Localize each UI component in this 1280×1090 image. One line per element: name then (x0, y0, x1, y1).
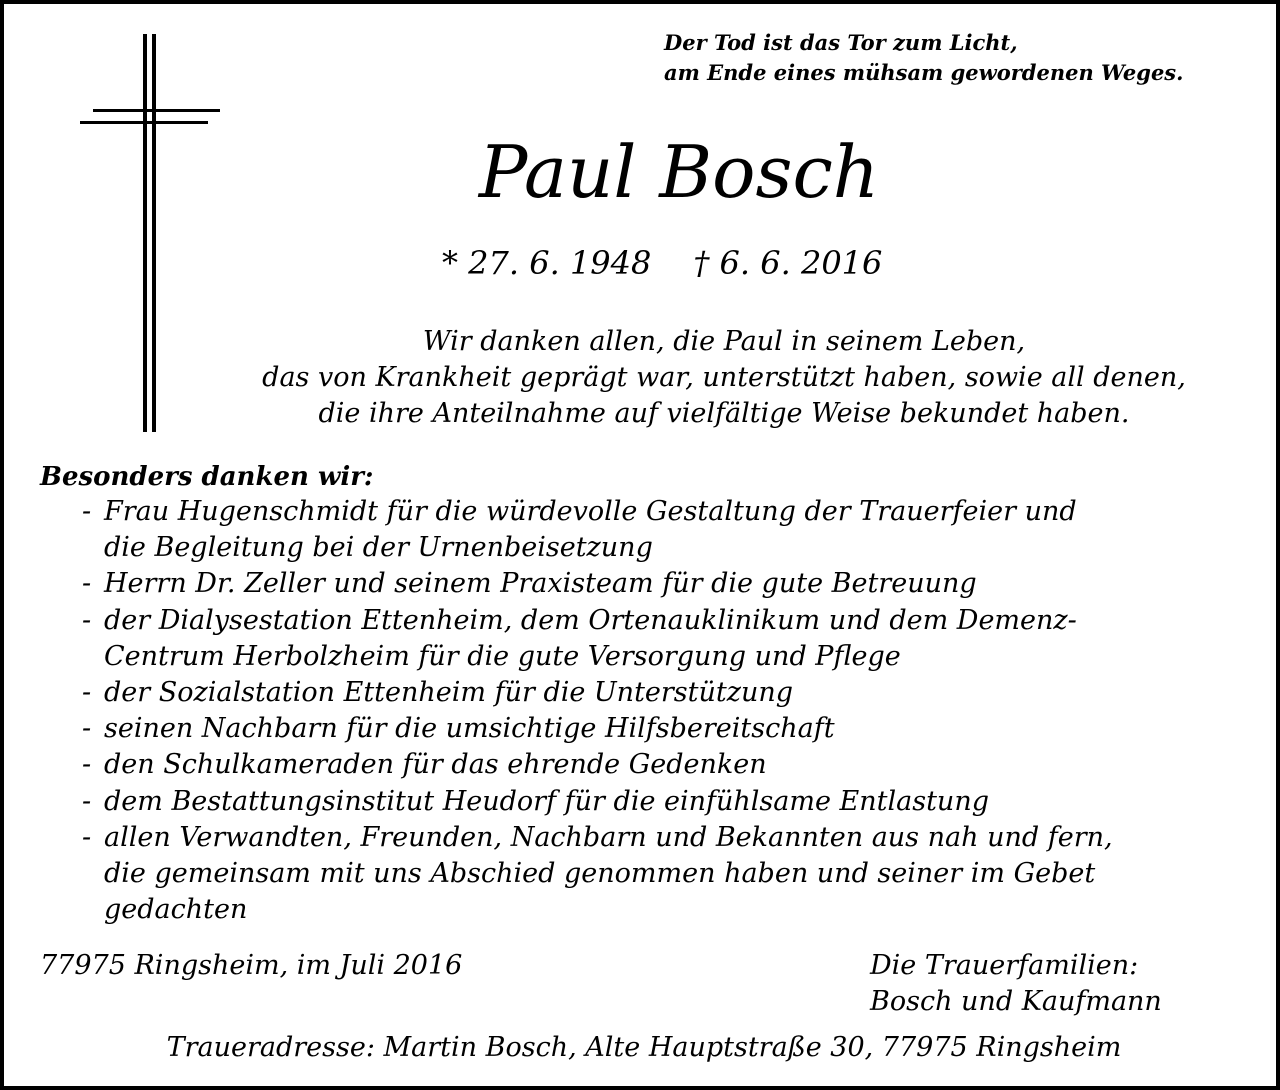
thanks-intro-line: Wir danken allen, die Paul in seinem Leben, (422, 326, 1026, 357)
thanks-list-item (82, 494, 1272, 566)
motto-line: am Ende eines mühsam gewordenen Weges. (664, 60, 1184, 85)
thanks-list-item-line: Herrn Dr. Zeller und seinem Praxisteam für die gute Betreuung (104, 568, 977, 600)
list-dash: - (82, 496, 92, 527)
mourning-families (870, 948, 1162, 1020)
death-date: † 6. 6. 2016 (693, 244, 883, 282)
list-dash: - (82, 677, 92, 709)
thanks-list-item (82, 820, 1272, 929)
motto-quote (664, 28, 1274, 88)
birth-date: * 27. 6. 1948 (442, 244, 652, 282)
thanks-list-item-line: der Dialysestation Ettenheim, dem Ortenauklinikum und dem Demenz- (104, 604, 1077, 636)
list-dash: - (82, 821, 92, 853)
thanks-list-item (82, 747, 1272, 783)
mourning-address: Traueradresse: Martin Bosch, Alte Hauptstraße 30, 77975 Ringsheim (166, 1032, 1122, 1063)
families-label: Die Trauerfamilien: (870, 950, 1139, 981)
thanks-list-item-line: Frau Hugenschmidt für die würdevolle Gestaltung der Trauerfeier und (104, 496, 1077, 527)
special-thanks-heading: Besonders danken wir: (40, 462, 374, 492)
place-and-date: 77975 Ringsheim, im Juli 2016 (40, 950, 463, 981)
thanks-list-item-line: dem Bestattungsinstitut Heudorf für die einfühlsame Entlastung (104, 785, 989, 817)
thanks-list-item-line: Centrum Herbolzheim für die gute Versorgung und Pflege (104, 640, 901, 672)
list-dash: - (82, 785, 92, 817)
thanks-list-item (82, 566, 1272, 602)
families-names: Bosch und Kaufmann (870, 986, 1162, 1017)
thanks-list-item-line: die Begleitung bei der Urnenbeisetzung (104, 532, 653, 564)
thanks-list-item-line: gedachten (104, 894, 248, 926)
special-thanks-list (82, 494, 1272, 928)
thanks-list-item-line: allen Verwandten, Freunden, Nachbarn und Bekannten aus nah und fern, (104, 821, 1113, 853)
thanks-intro (164, 324, 1280, 432)
thanks-list-item-line: der Sozialstation Ettenheim für die Unterstützung (104, 677, 794, 709)
thanks-list-item-line: die gemeinsam mit uns Abschied genommen haben und seiner im Gebet (104, 858, 1096, 890)
list-dash: - (82, 604, 92, 636)
thanks-intro-line: das von Krankheit geprägt war, unterstützt haben, sowie all denen, (262, 362, 1186, 393)
thanks-list-item (82, 675, 1272, 711)
thanks-list-item (82, 603, 1272, 675)
list-dash: - (82, 749, 92, 781)
thanks-list-item (82, 711, 1272, 747)
thanks-intro-line: die ihre Anteilnahme auf vielfältige Weise bekundet haben. (318, 398, 1130, 429)
thanks-list-item-line: seinen Nachbarn für die umsichtige Hilfsbereitschaft (104, 713, 835, 745)
life-dates (442, 240, 942, 286)
thanks-list-item-line: den Schulkameraden für das ehrende Gedenken (104, 749, 767, 781)
thanks-list-item (82, 784, 1272, 820)
deceased-name: Paul Bosch (478, 130, 880, 214)
list-dash: - (82, 568, 92, 600)
list-dash: - (82, 713, 92, 745)
motto-line: Der Tod ist das Tor zum Licht, (664, 30, 1018, 55)
